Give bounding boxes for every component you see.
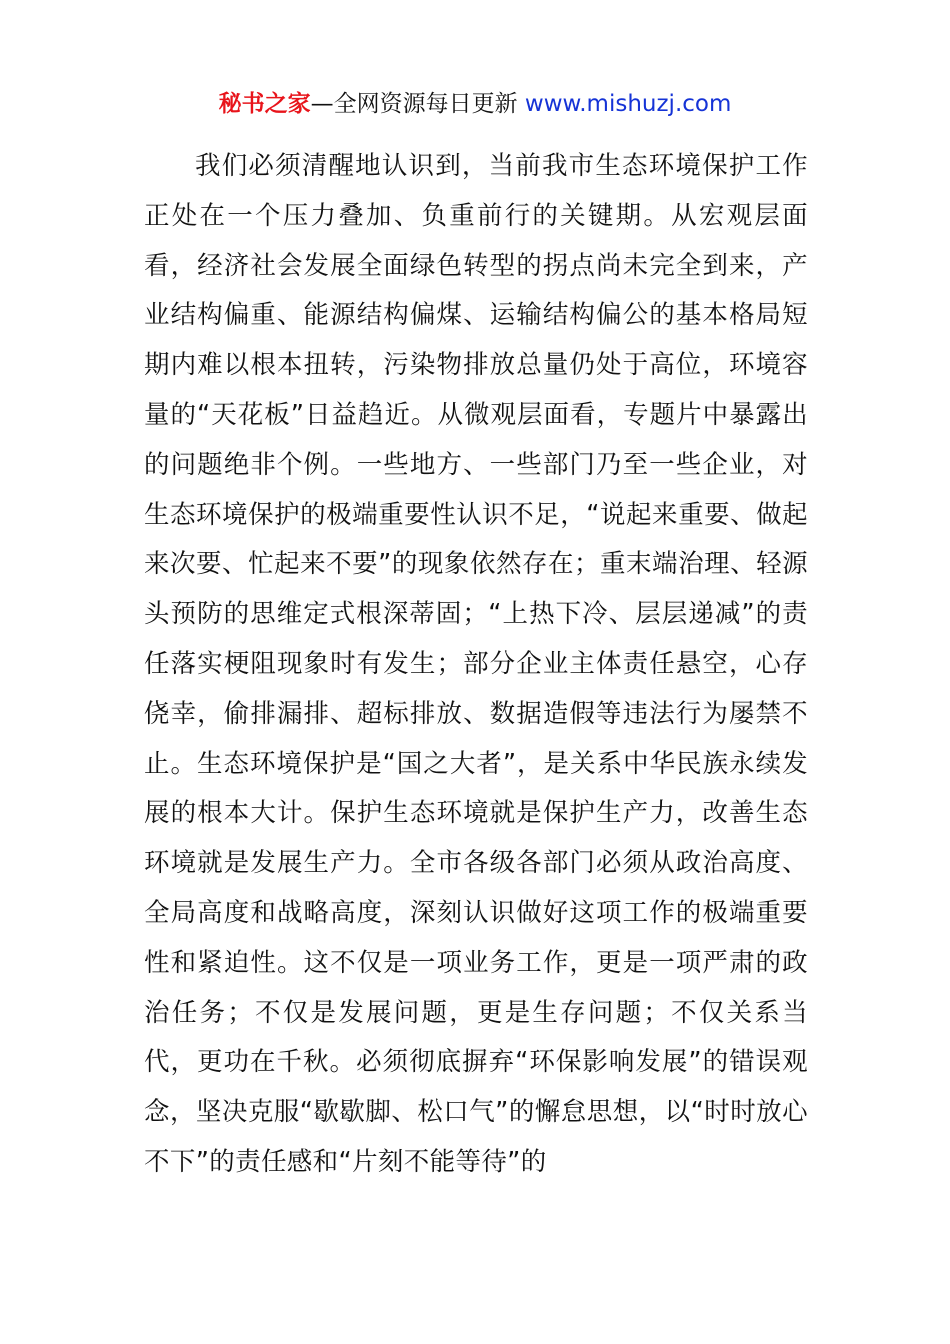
brand-name: 秘书之家 (218, 91, 311, 117)
page-header (0, 84, 950, 124)
body-paragraph: 我们必须清醒地认识到，当前我市生态环境保护工作正处在一个压力叠加、负重前行的关键期。从宏观层面看，经济社会发展全面绿色转型的拐点尚未完全到来，产业结构偏重、能源结构偏煤、运输结构偏公的基本格局短期内难以根本扭转，污染物排放总量仍处于高位，环境容量的“天花板”日益趋近。从微观层面看，专题片中暴露出的问题绝非个例。一些地方、一些部门乃至一些企业，对生态环境保护的极端重要性认识不足，“说起来重要、做起来次要、忙起来不要”的现象依然存在；重末端治理、轻源头预防的思维定式根深蒂固；“上热下冷、层层递减”的责任落实梗阻现象时有发生；部分企业主体责任悬空，心存侥幸，偷排漏排、超标排放、数据造假等违法行为屡禁不止。生态环境保护是“国之大者”，是关系中华民族永续发展的根本大计。保护生态环境就是保护生产力，改善生态环境就是发展生产力。全市各级各部门必须从政治高度、全局高度和战略高度，深刻认识做好这项工作的极端重要性和紧迫性。这不仅是一项业务工作，更是一项严肃的政治任务；不仅是发展问题，更是生存问题；不仅关系当代，更功在千秋。必须彻底摒弃“环保影响发展”的错误观念，坚决克服“歇歇脚、松口气”的懈怠思想，以“时时放心不下”的责任感和“片刻不能等待”的 (144, 151, 808, 1177)
website-link[interactable]: www.mishuzj.com (524, 91, 732, 117)
header-tagline: —全网资源每日更新 (310, 91, 518, 117)
